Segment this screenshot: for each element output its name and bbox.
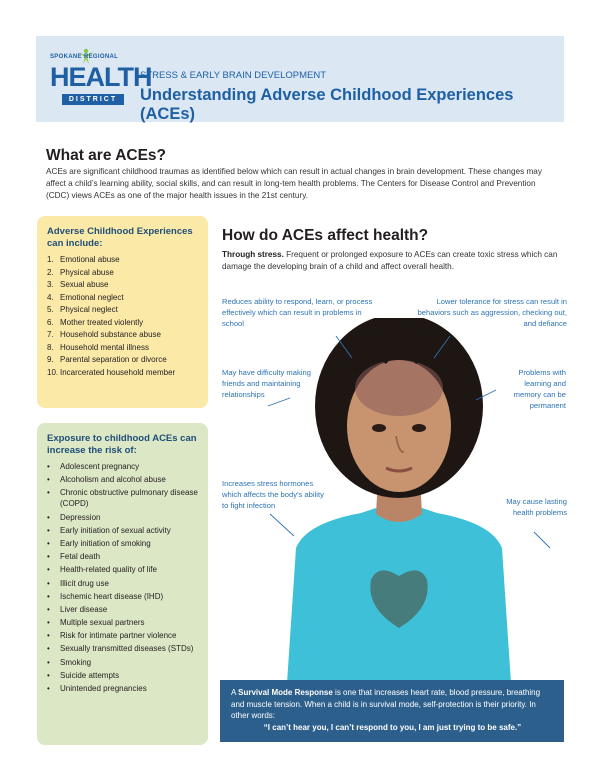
list-item: 1. Emotional abuse — [47, 255, 120, 264]
list-item: • Multiple sexual partners — [47, 618, 145, 628]
how-body — [222, 249, 568, 273]
leader-line — [534, 532, 550, 548]
page-title: Understanding Adverse Childhood Experiences (ACEs) — [140, 86, 514, 123]
list-item: • Chronic obstructive pulmonary disease (COPD) — [47, 488, 198, 509]
list-item: • Early initiation of sexual activity — [47, 525, 171, 535]
list-item: • Sexually transmitted diseases (STDs) — [47, 644, 194, 654]
what-are-aces-body: ACEs are significant childhood traumas as identified below which can result in actual changes in brain development. These changes may affect a child’s learning ability, social skills, and can result in long-tem health problems. The Centers for Disease Control and Prevention (CDC) views ACEs as one of the major health issues in the 21st century. — [46, 167, 542, 200]
list-item: • Fetal death — [47, 552, 101, 562]
list-item: • Ischemic heart disease (IHD) — [47, 591, 164, 601]
annotation-relationships: May have difficulty making friends and maintaining relationships — [222, 368, 311, 399]
left-eye — [372, 424, 386, 432]
list-item: 8. Household mental illness — [47, 342, 149, 352]
header-subtitle: STRESS & EARLY BRAIN DEVELOPMENT — [140, 70, 327, 81]
list-item: 2. Physical abuse — [47, 267, 114, 277]
survival-mode-quote: “I can’t hear you, I can’t respond to you, I am just trying to be safe.” — [263, 722, 522, 732]
right-eye — [412, 424, 426, 432]
risk-list-box — [37, 423, 208, 745]
list-item: • Alcoholism and alcohol abuse — [47, 475, 166, 485]
list-item: • Health-related quality of life — [47, 565, 157, 575]
list-item: 10. Incarcerated household member — [47, 367, 176, 377]
how-lead: Through stress. — [222, 250, 284, 259]
list-item: • Adolescent pregnancy — [47, 462, 140, 471]
logo-regional-text: REGIONAL — [84, 54, 119, 60]
survival-mode-box — [220, 680, 564, 742]
list-item: • Smoking — [47, 657, 92, 667]
header-banner — [36, 36, 564, 122]
list-item: • Depression — [47, 512, 101, 522]
annotation-school: Reduces ability to respond, learn, or process effectively which can result in problems in school — [222, 297, 373, 328]
aces-list-title: Adverse Childhood Experiences can include: — [47, 226, 193, 249]
survival-mode-text: A Survival Mode Response is one that increases heart rate, blood pressure, breathing and muscle tension. When a child is in survival mode, self-protection is their priority. In other words: — [231, 688, 541, 720]
list-item: 4. Emotional neglect — [47, 292, 124, 302]
annotation-health-problems: May cause lasting health problems — [506, 497, 567, 517]
list-item: 7. Household substance abuse — [47, 330, 161, 339]
list-item: • Liver disease — [47, 604, 108, 614]
list-item: • Risk for intimate partner violence — [47, 631, 177, 641]
survival-mode-term: Survival Mode Response — [238, 688, 333, 697]
risk-list-title: Exposure to childhood ACEs can increase the risk of: — [47, 433, 197, 456]
list-item: 6. Mother treated violently — [47, 317, 144, 327]
list-item: 9. Parental separation or divorce — [47, 355, 167, 364]
aces-list — [47, 254, 200, 379]
list-item: • Early initiation of smoking — [47, 538, 151, 548]
logo-health-text: HEALTH — [50, 62, 152, 92]
what-are-aces-heading: What are ACEs? — [46, 147, 167, 164]
annotation-stress-hormones: Increases stress hormones which affects the body’s ability to fight infection — [222, 479, 324, 510]
how-heading: How do ACEs affect health? — [222, 227, 429, 244]
logo-spokane-text: SPOKANE — [50, 54, 82, 60]
annotation-stress-tolerance: Lower tolerance for stress can result in behaviors such as aggression, checking out, and defiance — [417, 297, 567, 328]
brain-overlay — [355, 360, 443, 416]
annotation-memory: Problems with learning and memory can be permanent — [513, 368, 566, 410]
srhd-logo — [48, 48, 152, 112]
list-item: • Illicit drug use — [47, 578, 109, 588]
aces-list-box — [37, 216, 208, 408]
list-item: 3. Sexual abuse — [47, 280, 109, 289]
list-item: • Unintended pregnancies — [47, 684, 147, 693]
list-item: • Suicide attempts — [47, 670, 120, 680]
list-item: 5. Physical neglect — [47, 305, 118, 314]
risk-list — [47, 461, 200, 694]
logo-district-text: DISTRICT — [62, 94, 124, 105]
how-body-text: Frequent or prolonged exposure to ACEs can create toxic stress which can damage the developing brain of a child and affect overall health. — [222, 250, 558, 271]
